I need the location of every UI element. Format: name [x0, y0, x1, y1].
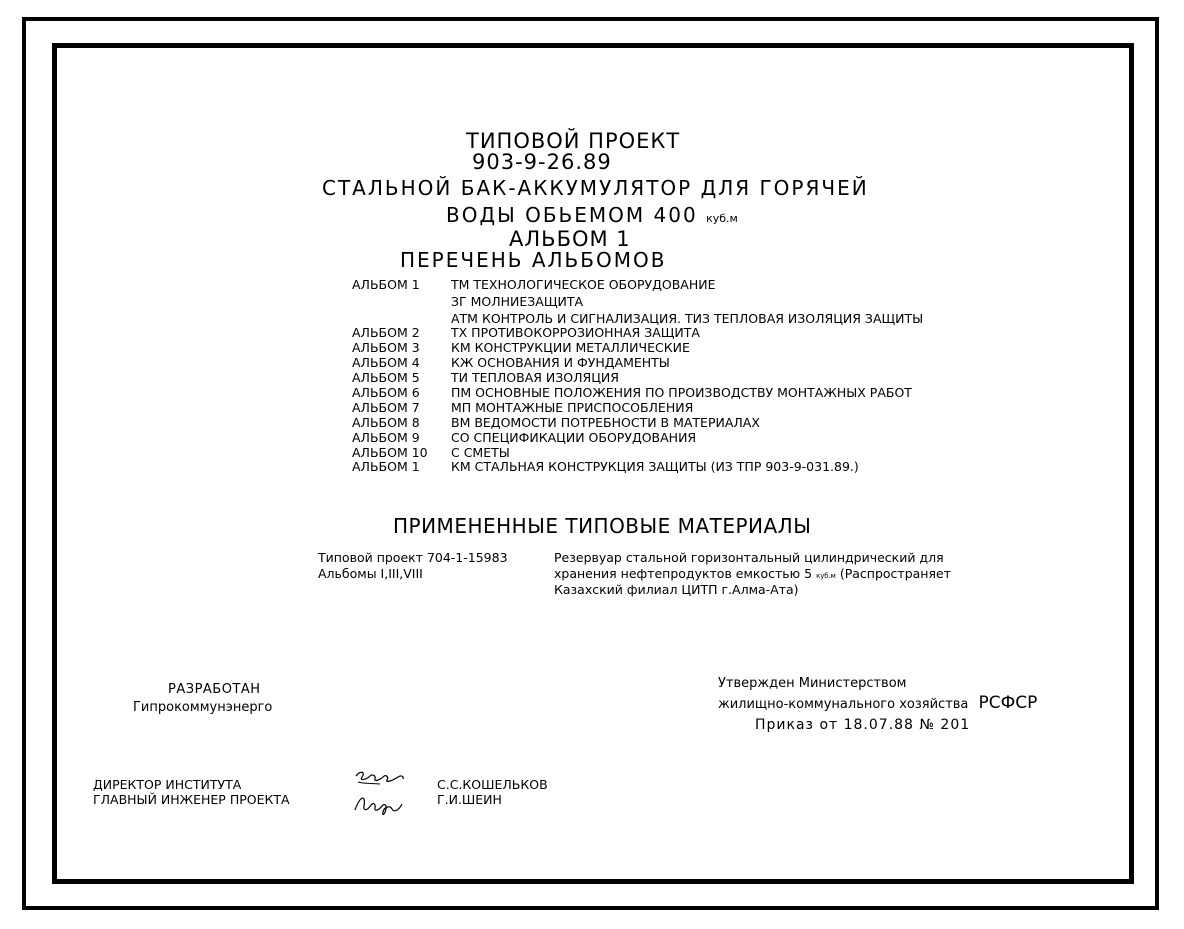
album-entry: ТХ ПРОТИВОКОРРОЗИОННАЯ ЗАЩИТА: [451, 325, 700, 340]
album-name: АЛЬБОМ 3: [352, 340, 420, 355]
header-title-line1: СТАЛЬНОЙ БАК-АККУМУЛЯТОР ДЛЯ ГОРЯЧЕЙ: [322, 176, 869, 200]
album-entry: КМ КОНСТРУКЦИИ МЕТАЛЛИЧЕСКИЕ: [451, 340, 690, 355]
materials-desc-line2: [554, 568, 951, 581]
album-entry: ТМ ТЕХНОЛОГИЧЕСКОЕ ОБОРУДОВАНИЕ: [451, 277, 716, 292]
album-entry: КМ СТАЛЬНАЯ КОНСТРУКЦИЯ ЗАЩИТЫ (ИЗ ТПР 903-9-031.89.): [451, 459, 859, 474]
materials-project: Типовой проект 704-1-15983: [318, 550, 508, 565]
album-entry: ПМ ОСНОВНЫЕ ПОЛОЖЕНИЯ ПО ПРОИЗВОДСТВУ МОНТАЖНЫХ РАБОТ: [451, 385, 912, 400]
materials-desc-unit: куб.м: [816, 572, 836, 580]
developer-label: РАЗРАБОТАН: [168, 682, 261, 697]
album-name: АЛЬБОМ 1: [352, 459, 420, 474]
header-title-line2: [446, 205, 738, 225]
header-project-number: 903-9-26.89: [472, 150, 612, 174]
album-name: АЛЬБОМ 4: [352, 355, 420, 370]
album-entry: С СМЕТЫ: [451, 445, 510, 460]
developer-org: Гипрокоммунэнерго: [133, 700, 273, 715]
album-entry: ВМ ВЕДОМОСТИ ПОТРЕБНОСТИ В МАТЕРИАЛАХ: [451, 415, 760, 430]
album-name: АЛЬБОМ 9: [352, 430, 420, 445]
album-name: АЛЬБОМ 5: [352, 370, 420, 385]
header-line-type: ТИПОВОЙ ПРОЕКТ: [466, 129, 681, 153]
materials-desc-line2-main: хранения нефтепродуктов емкостью 5: [554, 566, 813, 581]
header-album-list-title: ПЕРЕЧЕНЬ АЛЬБОМОВ: [400, 248, 667, 272]
approval-line1: Утвержден Министерством: [718, 676, 907, 691]
album-entry: МП МОНТАЖНЫЕ ПРИСПОСОБЛЕНИЯ: [451, 400, 694, 415]
album-entry: АТМ КОНТРОЛЬ И СИГНАЛИЗАЦИЯ. ТИЗ ТЕПЛОВАЯ ИЗОЛЯЦИЯ ЗАЩИТЫ: [451, 311, 924, 326]
album-name: АЛЬБОМ 6: [352, 385, 420, 400]
chief-engineer-role: ГЛАВНЫЙ ИНЖЕНЕР ПРОЕКТА: [93, 792, 290, 807]
chief-engineer-name: Г.И.ШЕИН: [437, 792, 502, 807]
director-role: ДИРЕКТОР ИНСТИТУТА: [93, 777, 242, 792]
album-name: АЛЬБОМ 2: [352, 325, 420, 340]
album-entry: КЖ ОСНОВАНИЯ И ФУНДАМЕНТЫ: [451, 355, 670, 370]
materials-desc-line3: Казахский филиал ЦИТП г.Алма-Ата): [554, 582, 799, 597]
album-name: АЛЬБОМ 8: [352, 415, 420, 430]
director-name: С.С.КОШЕЛЬКОВ: [437, 777, 548, 792]
header-title-line2-main: ВОДЫ ОБЬЕМОМ 400: [446, 203, 698, 227]
album-name: АЛЬБОМ 1: [352, 277, 420, 292]
materials-desc-line2-tail: (Распространяет: [839, 566, 951, 581]
album-entry: ТИ ТЕПЛОВАЯ ИЗОЛЯЦИЯ: [451, 370, 619, 385]
approval-line3: Приказ от 18.07.88 № 201: [755, 717, 971, 733]
album-name: АЛЬБОМ 10: [352, 445, 428, 460]
chief-engineer-signature-icon: [352, 790, 408, 820]
materials-title: ПРИМЕНЕННЫЕ ТИПОВЫЕ МАТЕРИАЛЫ: [393, 514, 812, 538]
header-album: АЛЬБОМ 1: [509, 227, 631, 251]
materials-albums: Альбомы I,III,VIII: [318, 566, 423, 581]
director-signature-icon: [352, 768, 408, 790]
album-name: АЛЬБОМ 7: [352, 400, 420, 415]
approval-line2-tail: РСФСР: [978, 693, 1038, 713]
approval-line2: [718, 695, 1037, 712]
header-title-unit: куб.м: [706, 212, 738, 225]
materials-desc-line1: Резервуар стальной горизонтальный цилиндрический для: [554, 550, 944, 565]
album-entry: ЗГ МОЛНИЕЗАЩИТА: [451, 294, 584, 309]
approval-line2-main: жилищно-коммунального хозяйства: [718, 697, 969, 712]
album-entry: СО СПЕЦИФИКАЦИИ ОБОРУДОВАНИЯ: [451, 430, 697, 445]
